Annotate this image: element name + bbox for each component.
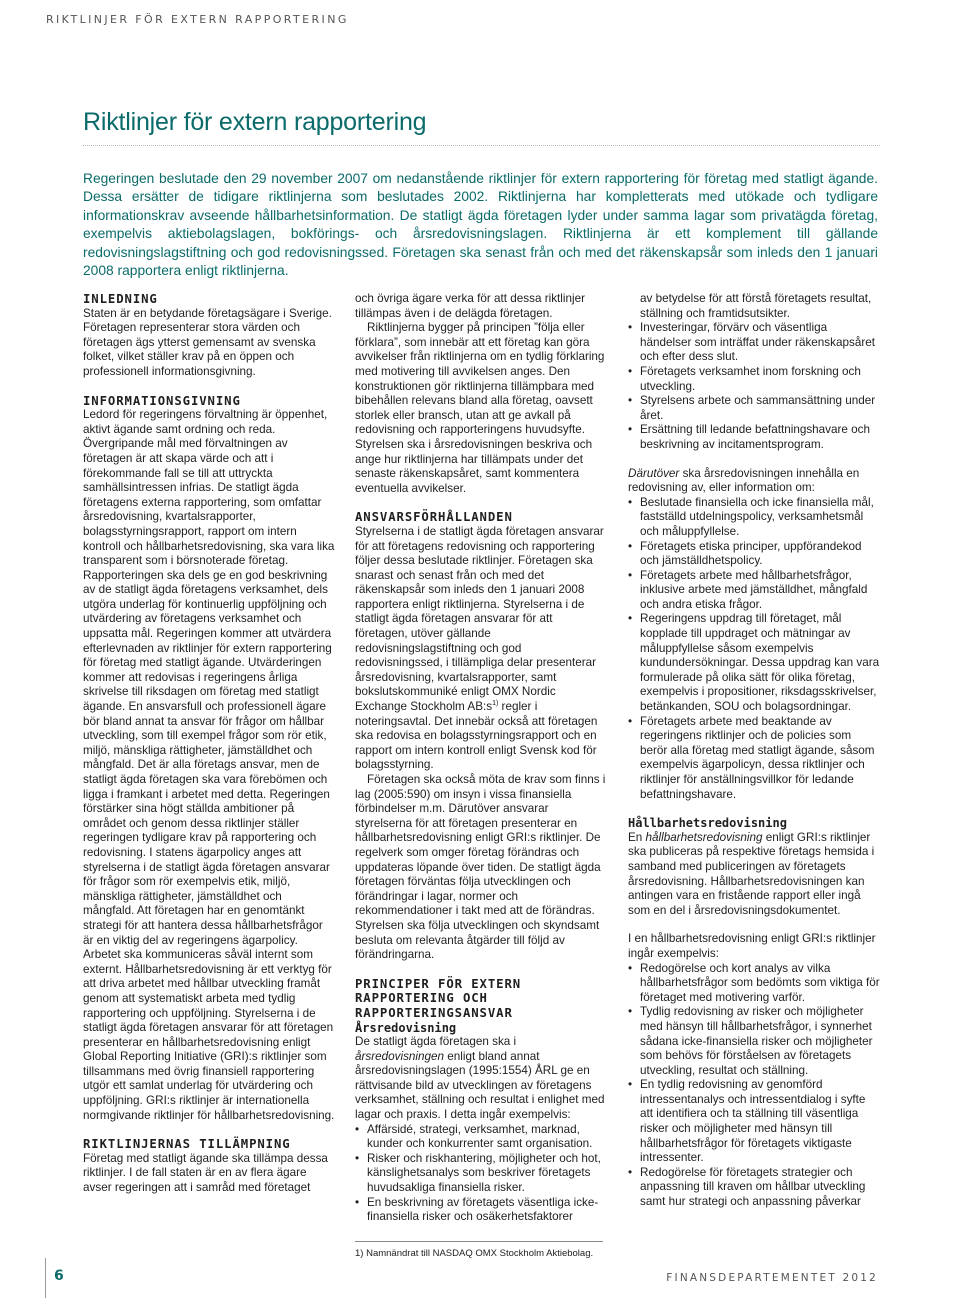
list-item: • Risker och riskhantering, möjligheter och hot, känslighetsanalys som beskriver företagets huvudsakliga finansiella risker. xyxy=(355,1152,607,1196)
text-column-1 xyxy=(83,292,335,1196)
text-span: enligt bland annat årsredovisningslagen (1995:1554) ÅRL ge en rättvisande bild av utvecklingen av företagens verksamhet, ställning och resultat i enlighet med lagar och praxis. I detta ingår exempelvis: xyxy=(355,1049,605,1122)
paragraph: Staten är en betydande företagsägare i Sverige. Företagen representerar stora värden och företagen ägs ytterst gemensamt av svenska folket, vilket ställer krav på en öppen och professionell informationsgivning. xyxy=(83,306,332,378)
publisher-footer: FINANSDEPARTEMENTET 2012 xyxy=(666,1272,878,1284)
list-item: • Tydlig redovisning av risker och möjligheter med hänsyn till hållbarhetsfrågor, i synnerhet sådana icke-finansiella risker och möjligheter som behövs för förståelsen av företagets utveckling, resultat och ställning. xyxy=(628,1005,880,1078)
footnote-marker: 1) xyxy=(492,700,499,708)
emphasis: hållbarhetsredovisning xyxy=(645,830,763,844)
running-head: RIKTLINJER FÖR EXTERN RAPPORTERING xyxy=(46,13,349,26)
paragraph: I en hållbarhetsredovisning enligt GRI:s riktlinjer ingår exempelvis: xyxy=(628,932,876,960)
text-span: Styrelserna i de statligt ägda företagen ansvarar för att företagens redovisning och rapportering följer dessa beslutade riktlinjer. Företagen ska snarast och senast från och med det räkenskapsår som inleds den 1 januari 2008 rapportera enligt riktlinjerna. Styrelserna i de statligt ägda företagen ansvarar för att företagen, utöver gällande redovisningslagstiftning och god redovisningssed, i tillämpliga delar presenterar årsredovisning, kvartalsrapporter, samt bokslutskommuniké enligt OMX Nordic Exchange Stockholm AB:s xyxy=(355,524,604,714)
page-title: Riktlinjer för extern rapportering xyxy=(83,108,427,136)
bullet-list xyxy=(355,1123,607,1225)
section-heading-ansvarsforhallanden: ANSVARSFÖRHÅLLANDEN xyxy=(355,510,513,525)
subheading-hallbarhetsredovisning: Hållbarhetsredovisning xyxy=(628,816,787,831)
list-item: • Redogörelse för företagets strategier och anpassning till kraven om hållbar utveckling samt hur strategi och anpassning påverkar xyxy=(628,1166,880,1210)
list-item: • En tydlig redovisning av genomförd intressentanalys och intressentdialog i syfte att identifiera och ta ställning till väsentliga risker och möjligheter med hänsyn till hållbarhetsfrågor för företagets viktigaste intressenter. xyxy=(628,1078,880,1166)
emphasis: Därutöver xyxy=(628,466,680,480)
paragraph: Företagen ska också möta de krav som finns i lag (2005:590) om insyn i vissa finansiella förbindelser m.m. Därutöver ansvarar styrelserna för att företagen presenterar en hållbarhetsredovisning enligt GRI:s riktlinjer. De regelverk som omger företag förändras och uppdateras löpande över tiden. De statligt ägda företagen förväntas följa utvecklingen och förändringar i lagar, normer och rekommendationer i takt med att de förändras. Styrelsen ska följa utvecklingen och skyndsamt besluta om relevanta åtgärder till följd av förändringarna. xyxy=(355,773,606,962)
list-item: • Företagets arbete med beaktande av regeringens riktlinjer och de policies som berör alla företag med statligt ägande, såsom exempelvis ägarpolicyn, dessa riktlinjer och riktlinjer för anställningsvillkor för ledande befattningshavare. xyxy=(628,715,880,803)
list-item: • En beskrivning av företagets väsentliga icke-finansiella risker och osäkerhetsfaktorer xyxy=(355,1196,607,1225)
list-item: • Investeringar, förvärv och väsentliga händelser som inträffat under räkenskapsåret och efter dess slut. xyxy=(628,321,880,365)
text-span: enligt GRI:s riktlinjer ska publiceras på respektive företags hemsida i samband med publiceringen av företagets årsredovisning. Hållbarhetsredovisningen kan antingen vara en fristående rapport eller ingå som en del i årsredovisningsdokumentet. xyxy=(628,830,875,917)
footnote: 1) Namnändrat till NASDAQ OMX Stockholm Aktiebolag. xyxy=(355,1247,594,1259)
folio-divider xyxy=(45,1258,46,1298)
list-item: • Redogörelse och kort analys av vilka hållbarhetsfrågor som bedömts som viktiga för företaget med motivering varför. xyxy=(628,962,880,1006)
list-item-continued: av betydelse för att förstå företagets resultat, ställning och framtidsutsikter. xyxy=(640,292,872,320)
list-item: • Företagets etiska principer, uppförandekod och jämställdhetspolicy. xyxy=(628,540,880,569)
bullet-list xyxy=(628,496,880,802)
section-heading-inledning: INLEDNING xyxy=(83,292,158,306)
section-heading-tillampning: RIKTLINJERNAS TILLÄMPNING xyxy=(83,1137,291,1152)
section-heading-informationsgivning: INFORMATIONSGIVNING xyxy=(83,393,241,408)
list-item: • Företagets verksamhet inom forskning och utveckling. xyxy=(628,365,880,394)
paragraph: Riktlinjerna bygger på principen ”följa eller förklara”, som innebär att ett företag kan göra avvikelser från riktlinjerna om en tydlig förklaring med motivering till avvikelsen anges. Den konstruktionen gör riktlinjerna tillämpbara med bibehållen relevans bland alla företag, oavsett storlek eller bransch, utan att ge avkall på redovisning och rapporteringens huvudsyfte. Styrelsen ska i årsredovisningen beskriva och ange hur riktlinjerna har tillämpats under det senaste räkenskapsåret, samt kommentera eventuella avvikelser. xyxy=(355,321,605,495)
text-span: En xyxy=(628,830,646,844)
page-number: 6 xyxy=(54,1268,64,1284)
footnote-divider xyxy=(355,1241,603,1242)
paragraph xyxy=(355,525,607,773)
spacer xyxy=(628,453,880,467)
bullet-list xyxy=(628,292,880,453)
paragraph: Företag med statligt ägande ska tillämpa dessa riktlinjer. I de fall staten är en av flera ägare avser regeringen att i samråd med företaget xyxy=(83,1151,328,1195)
bullet-list xyxy=(628,962,880,1210)
text-span: ska årsredovisningen innehålla en redovisning av, eller information om: xyxy=(628,466,860,495)
list-item: • Beslutade finansiella och icke finansiella mål, fastställd utdelningspolicy, verksamhetsmål och måluppfyllelse. xyxy=(628,496,880,540)
list-item: • Företagets arbete med hållbarhetsfrågor, inklusive arbete med jämställdhet, mångfald och andra etiska frågor. xyxy=(628,569,880,613)
paragraph xyxy=(355,1035,607,1123)
list-item: • Regeringens uppdrag till företaget, mål kopplade till uppdraget och mätningar av måluppfyllelse såsom exempelvis kundundersökningar. Dessa uppdrag kan vara formulerade på olika sätt för olika företag, exempelvis i propositioner, riksdagsskrivelser, betänkanden, SOU och bolagsordningar. xyxy=(628,612,880,714)
title-divider xyxy=(83,145,880,146)
subheading-arsredovisning: Årsredovisning xyxy=(355,1020,457,1035)
spacer xyxy=(628,918,880,932)
paragraph: och övriga ägare verka för att dessa riktlinjer tillämpas även i de delägda företagen. xyxy=(355,292,585,320)
section-heading-principer: PRINCIPER FÖR EXTERN RAPPORTERING OCH RAPPORTERINGSANSVAR xyxy=(355,976,522,1020)
intro-paragraph: Regeringen beslutade den 29 november 2007 om nedanstående riktlinjer för extern rapportering för företag med statligt ägande. Dessa ersätter de tidigare riktlinjerna som beslutades 2002. Riktlinjerna har kompletterats med utökade och tydligare informationskrav avseende hållbarhetsinformation. De statligt ägda företagen lyder under samma lagar som privatägda företag, exempelvis aktiebolagslagen, bokförings- och årsredovisningslagen. Riktlinjerna är ett komplement till gällande redovisningslagstiftning och god redovisningssed. Företagen ska senast från och med det räkenskapsår som inleds den 1 januari 2008 rapportera enligt riktlinjerna. xyxy=(83,171,878,279)
paragraph xyxy=(628,467,880,496)
text-span: regler i noteringsavtal. Det innebär också att företagen ska redovisa en bolagsstyrningsrapport och en rapport om intern kontroll enligt Svensk kod för bolagsstyrning. xyxy=(355,700,598,772)
list-item: • Ersättning till ledande befattningshavare och beskrivning av incitamentsprogram. xyxy=(628,423,880,452)
paragraph: Ledord för regeringens förvaltning är öppenhet, aktivt ägande samt ordning och reda. Övergripande mål med förvaltningen av företagen är att skapa värde och att i förekommande fall se till att uttryckta samhällsintressen infrias. De statligt ägda företagens externa rapportering, som omfattar årsredovisning, kvartalsrapporter, bolagsstyrningsrapport, rapport om intern kontroll och hållbarhetsredovisning, ska vara lika transparent som i börsnoterade företag. Rapporteringen ska dels ge en god beskrivning av de statligt ägda företagens verksamhet, dels utgöra underlag för kontinuerlig uppföljning och utvärdering av företagens verksamhet och uppsatta mål. Regeringen kommer att utvärdera efterlevnaden av riktlinjer för extern rapportering för företag med statligt ägande. Utvärderingen kommer att redovisas i regeringens årliga skrivelse till riksdagen om företag med statligt ägande. En ansvarsfull och professionell ägare bör bland annat ta ansvar för frågor om hållbar utveckling, som till exempel frågor som rör etik, miljö, mänskliga rättigheter, jämställdhet och mångfald. Det är alla företags ansvar, men de statligt ägda företagen ska vara förebömen och ligga i framkant i arbetet med detta. Regeringen förstärker sina högt ställda ambitioner på området och genom dessa riktlinjer ställer regeringen tydligare krav på rapportering och redovisning. I statens ägarpolicy anges att styrelserna i de statligt ägda företagen ansvarar för frågor som rör exempelvis etik, miljö, mänskliga rättigheter, jämställdhet och mångfald. Att företagen har en genomtänkt strategi för att hantera dessa hållbarhetsfrågor är en viktig del av regeringens ägarpolicy. Arbetet ska kommuniceras såväl internt som externt. Hållbarhetsredovisning är ett verktyg för att driva arbetet med hållbar utveckling framåt genom att systematiskt arbeta med tydlig rapportering och uppföljning. Styrelserna i de statligt ägda företagen ansvarar för att företagen presenterar en hållbarhetsredovisning enligt Global Reporting Initiative (GRI):s riktlinjer som tillsammans med övrig finansiell rapportering utgör ett samlat underlag för utvärdering och uppföljning. GRI:s riktlinjer är internationella normgivande riktlinjer för hållbarhetsredovisning. xyxy=(83,408,335,1122)
text-span: De statligt ägda företagen ska i xyxy=(355,1035,517,1049)
paragraph xyxy=(628,831,880,919)
text-column-3 xyxy=(628,292,880,1210)
list-item: • Styrelsens arbete och sammansättning under året. xyxy=(628,394,880,423)
text-column-2 xyxy=(355,292,607,1260)
emphasis: årsredovisningen xyxy=(355,1049,445,1063)
list-item: • Affärsidé, strategi, verksamhet, marknad, kunder och konkurrenter samt organisation. xyxy=(355,1123,607,1152)
